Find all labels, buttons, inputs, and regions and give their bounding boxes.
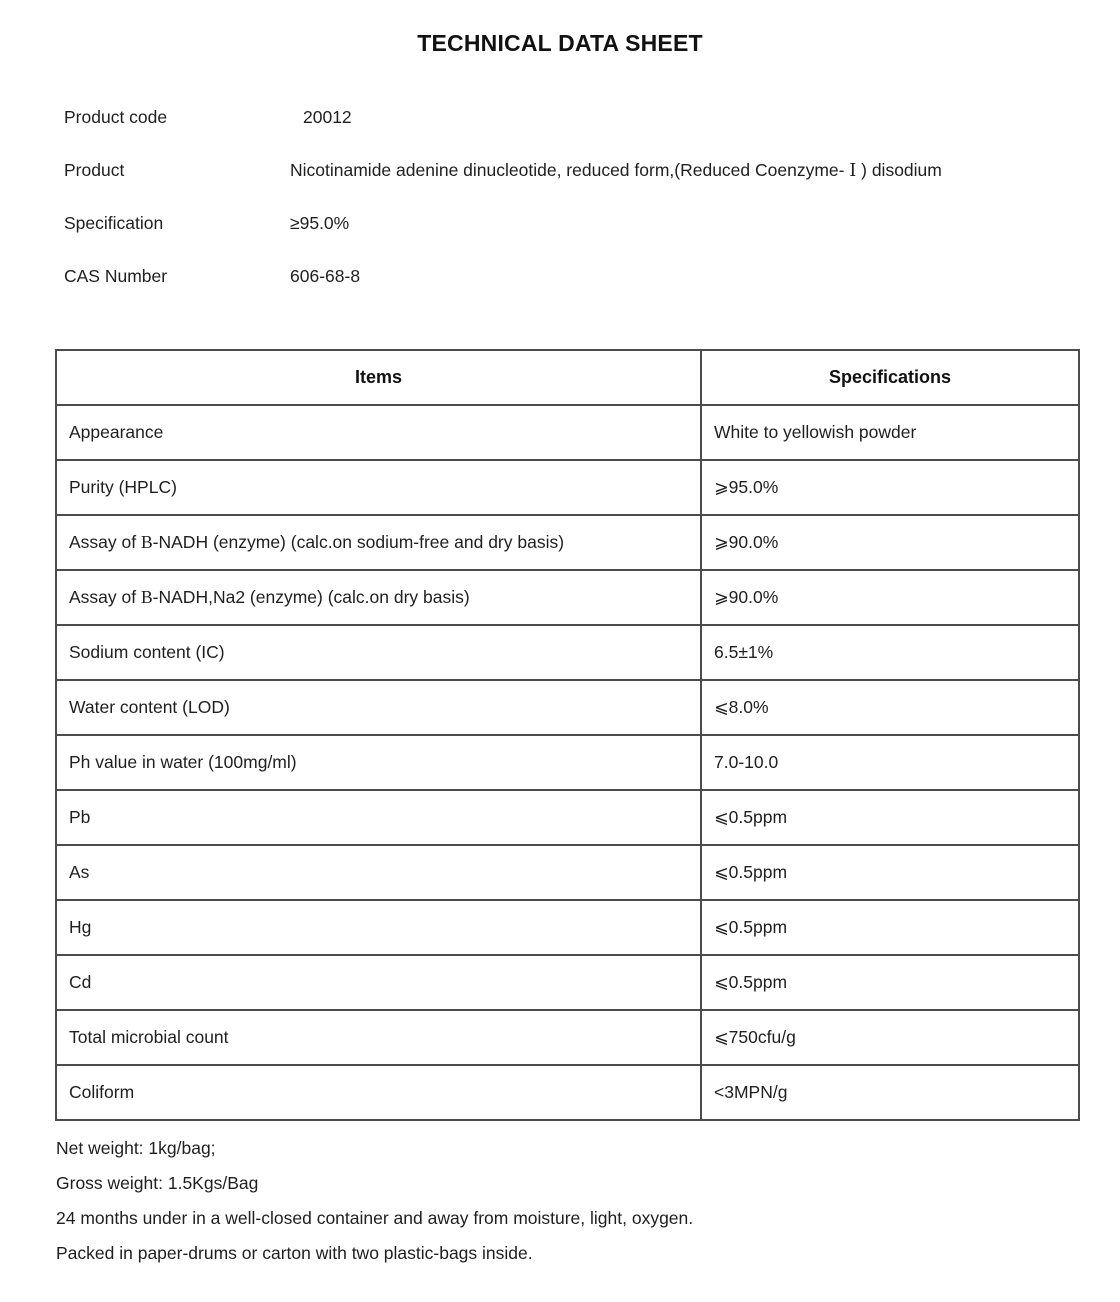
item-cell: Assay of Β-NADH,Na2 (enzyme) (calc.on dry basis) — [56, 570, 701, 625]
table-row — [56, 900, 1079, 955]
table-row — [56, 405, 1079, 460]
net-weight-note: Net weight: 1kg/bag; — [56, 1138, 216, 1158]
specifications-column-header: Specifications — [701, 350, 1079, 405]
packing-note: Packed in paper-drums or carton with two plastic-bags inside. — [56, 1243, 533, 1263]
spec-cell: <3MPN/g — [701, 1065, 1079, 1120]
item-cell: Water content (LOD) — [56, 680, 701, 735]
beta-symbol: Β — [140, 587, 153, 607]
table-row — [56, 735, 1079, 790]
spec-cell: ⩽0.5ppm — [701, 845, 1079, 900]
spec-cell: 6.5±1% — [701, 625, 1079, 680]
table-row — [56, 515, 1079, 570]
item-cell: Pb — [56, 790, 701, 845]
specifications-table — [55, 349, 1080, 1121]
table-row — [56, 845, 1079, 900]
spec-cell: ⩽750cfu/g — [701, 1010, 1079, 1065]
product-code-value: 20012 — [303, 107, 352, 127]
item-cell: Coliform — [56, 1065, 701, 1120]
item-cell: Cd — [56, 955, 701, 1010]
table-header-row — [56, 350, 1079, 405]
spec-cell: ⩾95.0% — [701, 460, 1079, 515]
specification-field — [64, 213, 1080, 234]
gross-weight-note: Gross weight: 1.5Kgs/Bag — [56, 1173, 259, 1193]
product-field — [64, 160, 1080, 181]
item-cell: Ph value in water (100mg/ml) — [56, 735, 701, 790]
product-code-field — [64, 107, 1080, 128]
items-column-header: Items — [56, 350, 701, 405]
product-label: Product — [64, 160, 125, 180]
table-row — [56, 570, 1079, 625]
spec-cell: 7.0-10.0 — [701, 735, 1079, 790]
table-row — [56, 790, 1079, 845]
item-cell: As — [56, 845, 701, 900]
product-value — [290, 160, 1080, 181]
spec-cell: ⩾90.0% — [701, 570, 1079, 625]
specification-value: ≥95.0% — [290, 213, 350, 233]
beta-symbol: Β — [140, 532, 153, 552]
item-cell: Total microbial count — [56, 1010, 701, 1065]
item-cell: Assay of Β-NADH (enzyme) (calc.on sodium-free and dry basis) — [56, 515, 701, 570]
storage-note: 24 months under in a well-closed container and away from moisture, light, oxygen. — [56, 1208, 694, 1228]
footer-notes — [56, 1131, 1120, 1271]
spec-cell: ⩽8.0% — [701, 680, 1079, 735]
cas-number-label: CAS Number — [64, 266, 168, 286]
spec-cell: ⩽0.5ppm — [701, 955, 1079, 1010]
table-row — [56, 460, 1079, 515]
spec-cell: ⩽0.5ppm — [701, 900, 1079, 955]
product-info-section — [64, 107, 1080, 287]
item-cell: Hg — [56, 900, 701, 955]
product-value-suffix: ) disodium — [856, 160, 942, 180]
product-value-roman-numeral: Ⅰ — [849, 160, 857, 180]
page-title: TECHNICAL DATA SHEET — [417, 30, 703, 56]
table-row — [56, 955, 1079, 1010]
spec-cell: ⩽0.5ppm — [701, 790, 1079, 845]
item-cell: Sodium content (IC) — [56, 625, 701, 680]
item-cell: Purity (HPLC) — [56, 460, 701, 515]
table-row — [56, 1065, 1079, 1120]
product-value-prefix: Nicotinamide adenine dinucleotide, reduced form,(Reduced Coenzyme- — [290, 160, 850, 180]
table-row — [56, 625, 1079, 680]
table-row — [56, 680, 1079, 735]
item-cell: Appearance — [56, 405, 701, 460]
table-row — [56, 1010, 1079, 1065]
cas-number-field — [64, 266, 1080, 287]
specification-label: Specification — [64, 213, 164, 233]
spec-cell: White to yellowish powder — [701, 405, 1079, 460]
spec-cell: ⩾90.0% — [701, 515, 1079, 570]
product-code-label: Product code — [64, 107, 168, 127]
cas-number-value: 606-68-8 — [290, 266, 361, 286]
